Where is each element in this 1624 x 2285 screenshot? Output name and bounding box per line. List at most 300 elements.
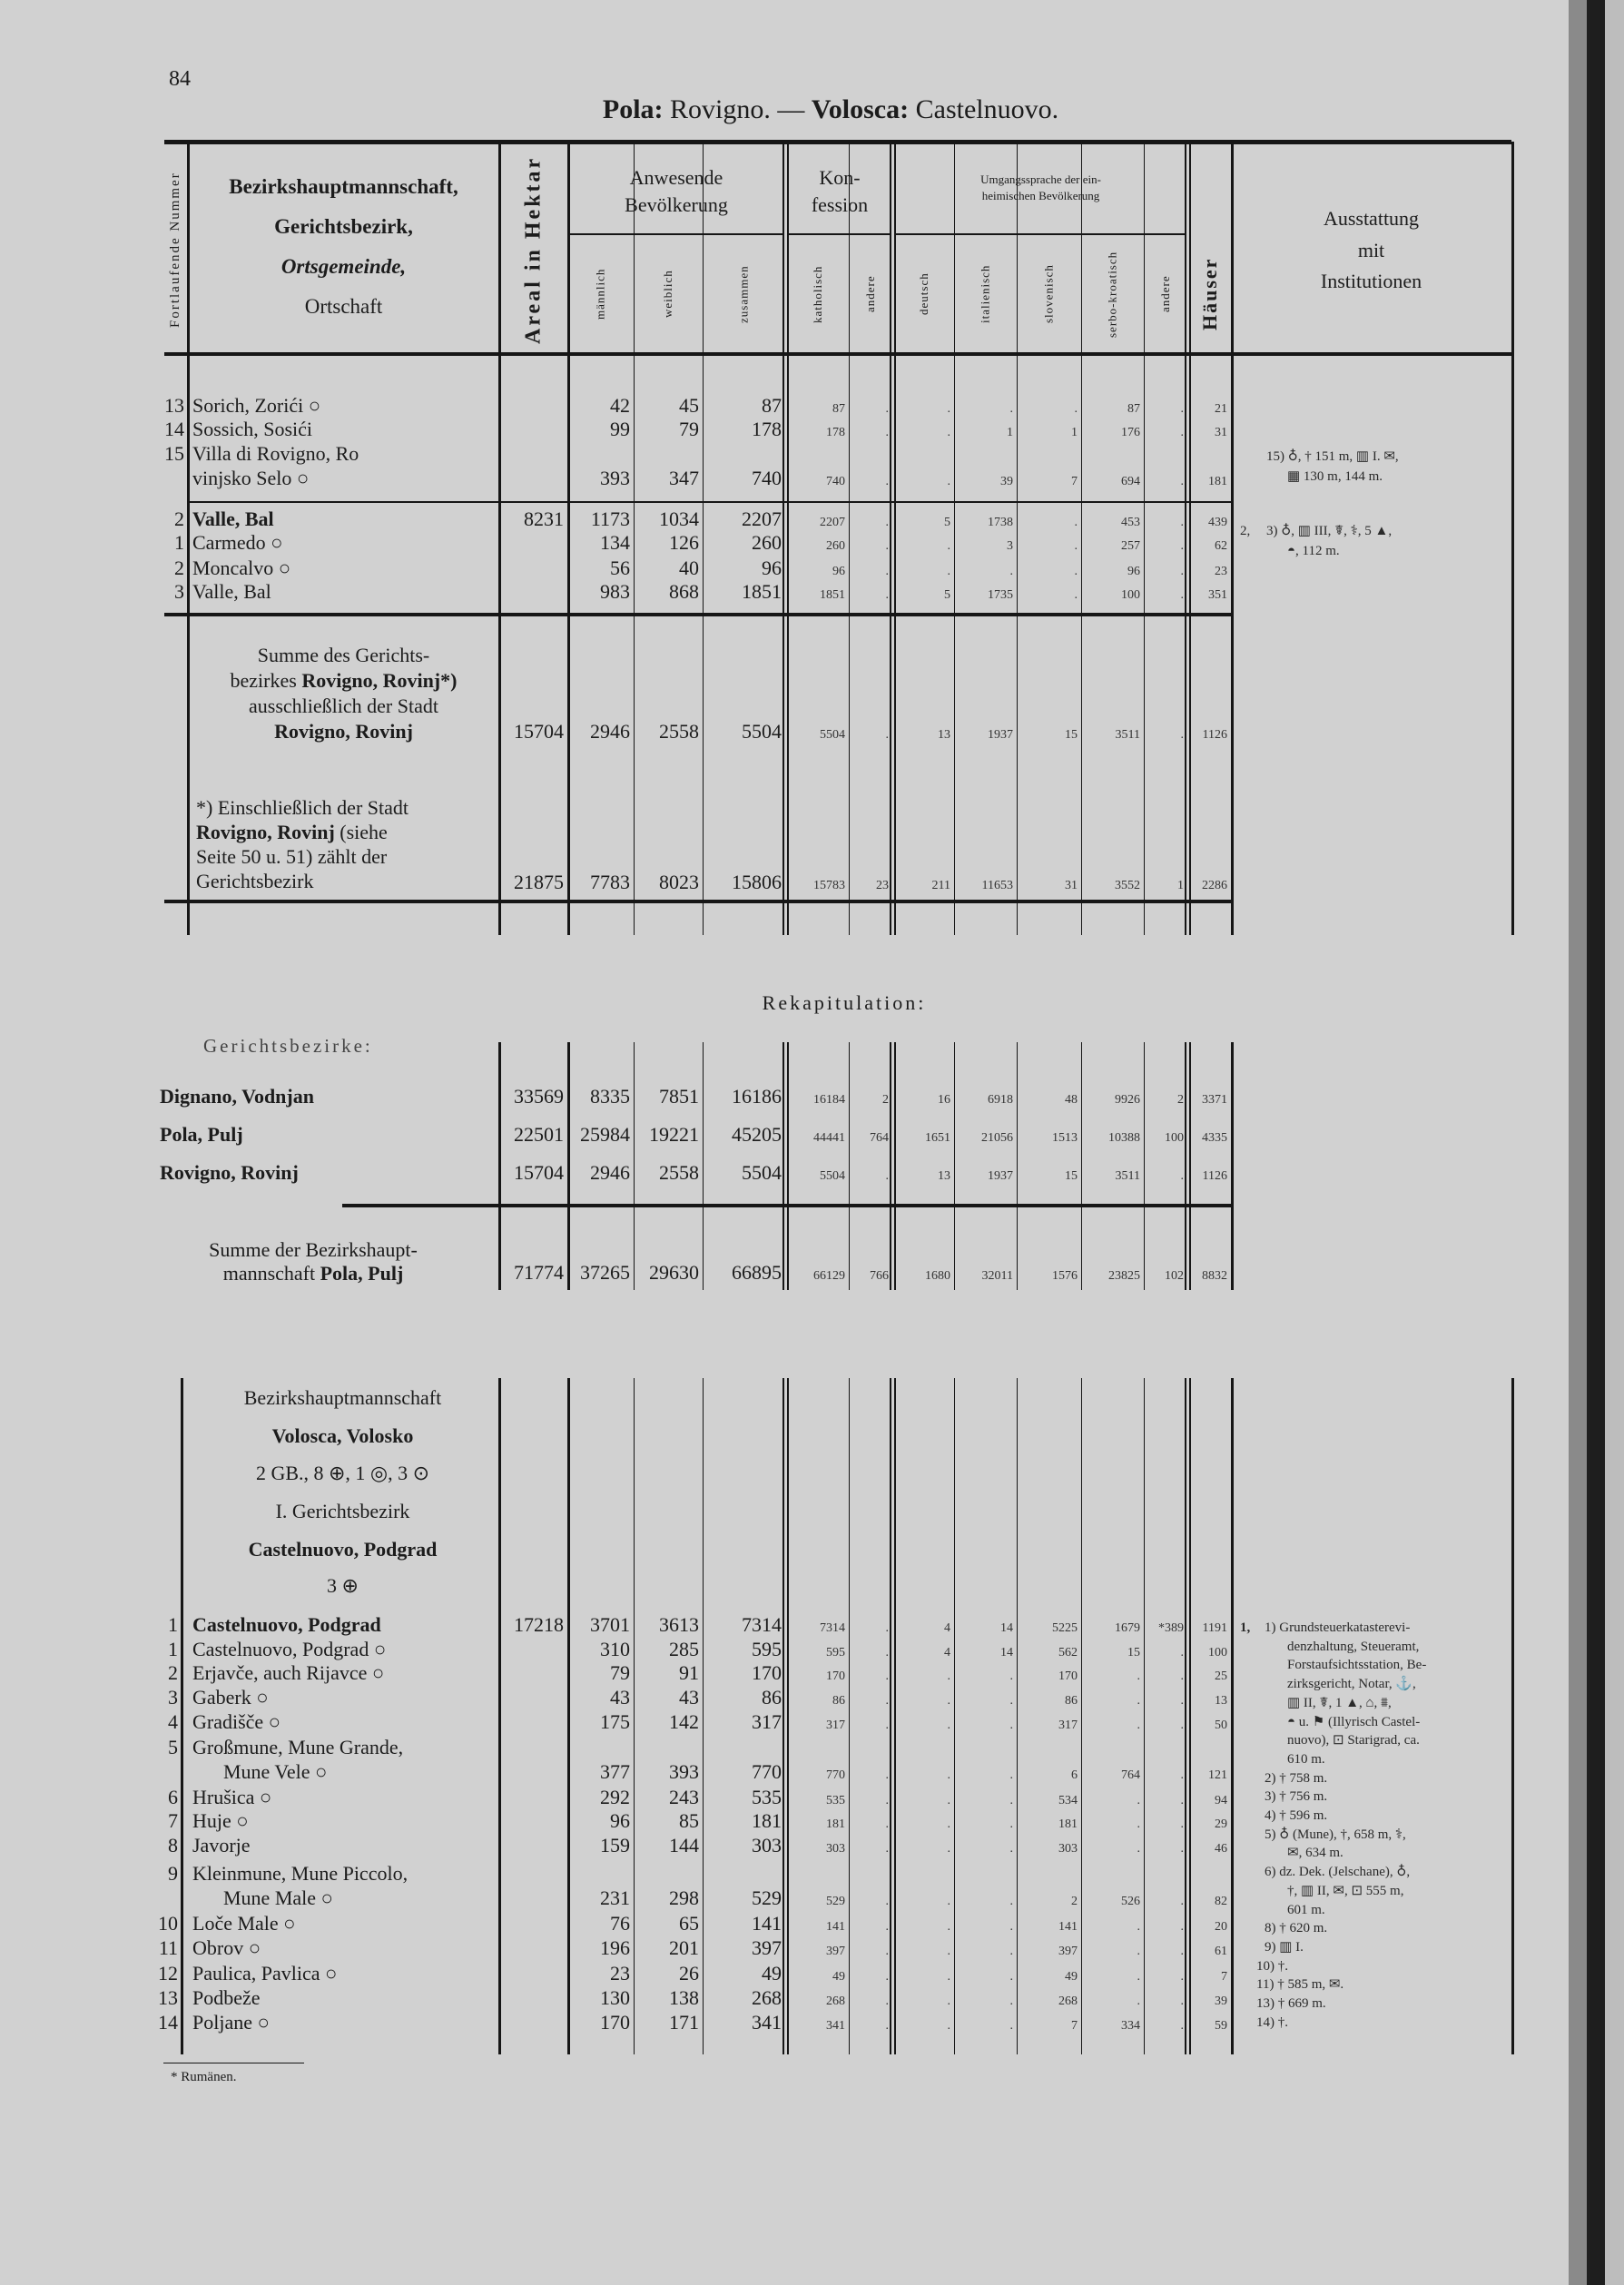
cell-slovenisch: 170 xyxy=(1058,1669,1078,1683)
cell-haeuser: 13 xyxy=(1215,1694,1227,1708)
place-name: Castelnuovo, Podgrad ○ xyxy=(192,1638,387,1660)
header-subcolumn: männlich xyxy=(593,268,607,320)
row-number: 10 xyxy=(158,1912,178,1935)
footnote-rumaenen: * Rumänen. xyxy=(171,2070,237,2084)
place-name: Großmune, Mune Grande, xyxy=(192,1736,404,1758)
cell-serbo-kroatisch: 453 xyxy=(1121,516,1140,529)
place-name: Paulica, Pavlica ○ xyxy=(192,1962,338,1985)
cell-konf-andere: . xyxy=(885,1794,889,1807)
cell-deutsch: . xyxy=(947,1994,950,2008)
header-ausstattung: Institutionen xyxy=(1320,270,1422,292)
place-name: Gradišče ○ xyxy=(192,1710,281,1733)
column-rule xyxy=(782,1378,784,2054)
cell-maennlich: 310 xyxy=(600,1638,630,1660)
recap-title: Rekapitulation: xyxy=(762,991,927,1014)
cell-weiblich: 868 xyxy=(669,580,699,603)
sum-label-line xyxy=(189,669,498,693)
cell-weiblich: 65 xyxy=(679,1912,699,1935)
cell-zusammen: 45205 xyxy=(732,1123,782,1146)
cell-deutsch: . xyxy=(947,1669,950,1683)
cell-katholisch: 16184 xyxy=(813,1093,845,1107)
cell-deutsch: . xyxy=(947,1694,950,1708)
cell-weiblich: 347 xyxy=(669,467,699,489)
cell-katholisch: 260 xyxy=(826,539,845,553)
cell-sprache-andere: . xyxy=(1180,1669,1184,1683)
cell-deutsch: . xyxy=(947,1817,950,1831)
cell-slovenisch: 7 xyxy=(1071,2019,1078,2033)
header-haeuser: Häuser xyxy=(1198,257,1221,331)
cell-areal: 8231 xyxy=(524,507,564,530)
cell-deutsch: 13 xyxy=(938,1169,950,1183)
remark-line: ✉, 634 m. xyxy=(1287,1846,1343,1861)
cell-serbo-kroatisch: 3511 xyxy=(1115,728,1140,742)
cell-haeuser: 46 xyxy=(1215,1842,1227,1856)
cell-weiblich: 8023 xyxy=(659,871,699,893)
cell-serbo-kroatisch: 87 xyxy=(1127,402,1140,416)
footnote-line xyxy=(196,870,314,893)
page-number: 84 xyxy=(169,67,191,91)
cell-weiblich: 285 xyxy=(669,1638,699,1660)
cell-italienisch: . xyxy=(1009,1669,1013,1683)
cell-haeuser: 100 xyxy=(1208,1646,1227,1660)
cell-serbo-kroatisch: 100 xyxy=(1121,588,1140,602)
cell-maennlich: 196 xyxy=(600,1936,630,1959)
label-segment: Summe der Bezirkshaupt- xyxy=(209,1238,418,1261)
place-name: Poljane ○ xyxy=(192,2011,270,2034)
cell-haeuser: 94 xyxy=(1215,1794,1227,1807)
remark-line: †, ▥ II, ✉, ⊡ 555 m, xyxy=(1287,1883,1404,1898)
label-segment: mannschaft xyxy=(222,1262,320,1285)
cell-italienisch: . xyxy=(1009,1920,1013,1934)
cell-konf-andere: . xyxy=(885,475,889,488)
row-number: 15 xyxy=(164,442,184,465)
remark-line: denzhaltung, Steueramt, xyxy=(1287,1639,1420,1654)
cell-deutsch: . xyxy=(947,539,950,553)
cell-serbo-kroatisch: 1679 xyxy=(1115,1621,1140,1635)
cell-italienisch: 1937 xyxy=(988,728,1013,742)
remark-line: nuovo), ⊡ Starigrad, ca. xyxy=(1287,1733,1420,1748)
cell-italienisch: 1738 xyxy=(988,516,1013,529)
cell-konf-andere: . xyxy=(885,1694,889,1708)
cell-haeuser: 62 xyxy=(1215,539,1227,553)
rule xyxy=(164,352,1511,356)
cell-weiblich: 29630 xyxy=(649,1261,699,1284)
row-number: 13 xyxy=(158,1986,178,2009)
title-segment: Castelnuovo. xyxy=(909,94,1059,124)
cell-zusammen: 5504 xyxy=(742,1161,782,1184)
column-rule xyxy=(890,1042,891,1290)
cell-deutsch: 4 xyxy=(944,1621,950,1635)
column-rule xyxy=(1231,1378,1234,2054)
cell-weiblich: 298 xyxy=(669,1886,699,1909)
header-subcolumn: deutsch xyxy=(917,272,930,316)
cell-maennlich: 134 xyxy=(600,531,630,554)
cell-areal: 33569 xyxy=(514,1085,564,1108)
cell-haeuser: 82 xyxy=(1215,1895,1227,1908)
cell-konf-andere: 2 xyxy=(882,1093,889,1107)
cell-deutsch: . xyxy=(947,1719,950,1732)
header-name-line: Bezirkshauptmannschaft, xyxy=(229,175,458,198)
cell-italienisch: 32011 xyxy=(981,1269,1013,1283)
place-name: Mune Male ○ xyxy=(223,1886,333,1909)
cell-zusammen: 740 xyxy=(752,467,782,489)
footnote-line xyxy=(196,796,408,820)
cell-katholisch: 397 xyxy=(826,1945,845,1958)
cell-sprache-andere: . xyxy=(1180,1169,1184,1183)
label-segment: ausschließlich der Stadt xyxy=(249,694,438,717)
cell-italienisch: 11653 xyxy=(981,879,1013,892)
cell-maennlich: 393 xyxy=(600,467,630,489)
cell-konf-andere: 23 xyxy=(876,879,889,892)
cell-italienisch: 39 xyxy=(1000,475,1013,488)
label-segment: Seite 50 u. 51) zählt der xyxy=(196,845,388,868)
row-number: 2 xyxy=(174,556,184,579)
cell-katholisch: 15783 xyxy=(813,879,845,892)
cell-sprache-andere: 1 xyxy=(1177,879,1184,892)
cell-konf-andere: . xyxy=(885,2019,889,2033)
cell-katholisch: 141 xyxy=(826,1920,845,1934)
cell-weiblich: 7851 xyxy=(659,1085,699,1108)
cell-sprache-andere: . xyxy=(1180,565,1184,578)
cell-katholisch: 535 xyxy=(826,1794,845,1807)
cell-zusammen: 268 xyxy=(752,1986,782,2009)
cell-maennlich: 25984 xyxy=(580,1123,630,1146)
label-segment: bezirkes xyxy=(230,669,302,692)
remark-line: 11) † 585 m, ✉. xyxy=(1256,1977,1344,1993)
place-name: Erjavče, auch Rijavce ○ xyxy=(192,1661,385,1684)
title-segment: Pola: xyxy=(602,94,664,124)
cell-haeuser: 29 xyxy=(1215,1817,1227,1831)
cell-deutsch: 16 xyxy=(938,1093,950,1107)
cell-maennlich: 2946 xyxy=(590,1161,630,1184)
page-title xyxy=(0,94,1624,125)
cell-sprache-andere: . xyxy=(1180,539,1184,553)
remark-line: 2) † 758 m. xyxy=(1265,1770,1328,1786)
cell-italienisch: . xyxy=(1009,1970,1013,1984)
cell-italienisch: 14 xyxy=(1000,1646,1013,1660)
cell-sprache-andere: . xyxy=(1180,402,1184,416)
header-population-group: Bevölkerung xyxy=(625,193,728,216)
remark-line: ◓ u. ⚑ (Illyrisch Castel- xyxy=(1287,1714,1421,1729)
cell-haeuser: 3371 xyxy=(1202,1093,1227,1107)
cell-serbo-kroatisch: 15 xyxy=(1127,1646,1140,1660)
cell-konf-andere: . xyxy=(885,1920,889,1934)
cell-konf-andere: . xyxy=(885,1842,889,1856)
cell-deutsch: . xyxy=(947,1920,950,1934)
cell-haeuser: 2286 xyxy=(1202,879,1227,892)
cell-maennlich: 983 xyxy=(600,580,630,603)
remark-line: 13) † 669 m. xyxy=(1256,1996,1326,2011)
cell-serbo-kroatisch: . xyxy=(1137,1794,1140,1807)
remark-line: ▦ 130 m, 144 m. xyxy=(1287,469,1383,484)
cell-zusammen: 595 xyxy=(752,1638,782,1660)
remark-line: Forstaufsichtsstation, Be- xyxy=(1287,1658,1427,1673)
cell-haeuser: 61 xyxy=(1215,1945,1227,1958)
rule xyxy=(342,1204,1231,1207)
row-number: 6 xyxy=(168,1786,178,1808)
row-number: 12 xyxy=(158,1962,178,1985)
cell-slovenisch: 1576 xyxy=(1052,1269,1078,1283)
cell-italienisch: . xyxy=(1009,1945,1013,1958)
cell-sprache-andere: 2 xyxy=(1177,1093,1184,1107)
scan-shadow xyxy=(1569,0,1587,2285)
cell-zusammen: 260 xyxy=(752,531,782,554)
cell-serbo-kroatisch: 176 xyxy=(1121,426,1140,439)
cell-katholisch: 341 xyxy=(826,2019,845,2033)
place-name: Sorich, Zorići ○ xyxy=(192,394,320,417)
cell-serbo-kroatisch: 23825 xyxy=(1108,1269,1140,1283)
remark-line: 4) † 596 m. xyxy=(1265,1808,1328,1823)
place-name: Sossich, Sosići xyxy=(192,418,313,440)
remark-line: zirksgericht, Notar, ⚓, xyxy=(1287,1677,1416,1692)
volosca-heading-line: I. Gerichtsbezirk xyxy=(275,1500,410,1522)
remark-line: 601 m. xyxy=(1287,1902,1325,1917)
place-name: Moncalvo ○ xyxy=(192,556,290,579)
cell-italienisch: 1937 xyxy=(988,1169,1013,1183)
cell-slovenisch: 303 xyxy=(1058,1842,1078,1856)
cell-areal: 15704 xyxy=(514,1161,564,1184)
cell-slovenisch: 6 xyxy=(1071,1768,1078,1782)
label-segment: Gerichtsbezirk xyxy=(196,870,314,892)
cell-sprache-andere: . xyxy=(1180,1994,1184,2008)
cell-serbo-kroatisch: . xyxy=(1137,1669,1140,1683)
cell-weiblich: 3613 xyxy=(659,1613,699,1636)
cell-deutsch: 1680 xyxy=(925,1269,950,1283)
cell-serbo-kroatisch: 764 xyxy=(1121,1768,1140,1782)
cell-slovenisch: 534 xyxy=(1058,1794,1078,1807)
cell-sprache-andere: . xyxy=(1180,1817,1184,1831)
volosca-heading-line: 3 ⊕ xyxy=(327,1574,359,1597)
place-name: Hrušica ○ xyxy=(192,1786,272,1808)
cell-zusammen: 178 xyxy=(752,418,782,440)
header-ausstattung: mit xyxy=(1357,239,1385,261)
cell-slovenisch: 562 xyxy=(1058,1646,1078,1660)
cell-sprache-andere: . xyxy=(1180,426,1184,439)
cell-zusammen: 16186 xyxy=(732,1085,782,1108)
cell-weiblich: 40 xyxy=(679,556,699,579)
volosca-heading-line: Bezirkshauptmannschaft xyxy=(243,1386,442,1409)
label-segment: Summe des Gerichts- xyxy=(257,644,430,666)
cell-sprache-andere: . xyxy=(1180,1970,1184,1984)
cell-serbo-kroatisch: . xyxy=(1137,1719,1140,1732)
cell-slovenisch: 15 xyxy=(1065,1169,1078,1183)
cell-katholisch: 7314 xyxy=(820,1621,845,1635)
cell-katholisch: 529 xyxy=(826,1895,845,1908)
cell-italienisch: 6918 xyxy=(988,1093,1013,1107)
remark-line: 8) † 620 m. xyxy=(1265,1921,1328,1936)
column-rule xyxy=(890,1378,891,2054)
label-segment: Rovigno, Rovinj xyxy=(274,720,413,743)
cell-katholisch: 170 xyxy=(826,1669,845,1683)
cell-areal: 22501 xyxy=(514,1123,564,1146)
remark-line: ▥ II, ☤, 1 ▲, ⌂, ⩩, xyxy=(1287,1695,1392,1710)
cell-katholisch: 181 xyxy=(826,1817,845,1831)
row-number: 1 xyxy=(168,1638,178,1660)
cell-italienisch: 3 xyxy=(1007,539,1013,553)
scan-edge xyxy=(1587,0,1605,2285)
column-rule xyxy=(1511,142,1514,935)
cell-italienisch: . xyxy=(1009,1842,1013,1856)
cell-konf-andere: . xyxy=(885,565,889,578)
cell-konf-andere: . xyxy=(885,1768,889,1782)
cell-serbo-kroatisch: . xyxy=(1137,1994,1140,2008)
row-number: 1 xyxy=(168,1613,178,1636)
row-number: 9 xyxy=(168,1862,178,1885)
cell-italienisch: . xyxy=(1009,1895,1013,1908)
row-number: 2 xyxy=(174,507,184,530)
row-number: 8 xyxy=(168,1834,178,1857)
remark-line: 610 m. xyxy=(1287,1751,1325,1767)
footnote-line xyxy=(196,821,388,844)
cell-italienisch: . xyxy=(1009,1719,1013,1732)
cell-maennlich: 56 xyxy=(610,556,630,579)
cell-konf-andere: . xyxy=(885,1994,889,2008)
cell-serbo-kroatisch: 96 xyxy=(1127,565,1140,578)
row-number: 1 xyxy=(174,531,184,554)
cell-deutsch: . xyxy=(947,1970,950,1984)
cell-sprache-andere: . xyxy=(1180,475,1184,488)
column-rule xyxy=(1185,1378,1186,2054)
cell-haeuser: 4335 xyxy=(1202,1131,1227,1145)
row-number: 7 xyxy=(168,1809,178,1832)
cell-serbo-kroatisch: 10388 xyxy=(1108,1131,1140,1145)
cell-serbo-kroatisch: 257 xyxy=(1121,539,1140,553)
cell-haeuser: 1191 xyxy=(1202,1621,1227,1635)
remark-line: 5) ♁ (Mune), †, 658 m, ⚕, xyxy=(1265,1827,1406,1842)
cell-zusammen: 2207 xyxy=(742,507,782,530)
cell-slovenisch: 317 xyxy=(1058,1719,1078,1732)
header-areal: Areal in Hektar xyxy=(521,155,546,344)
cell-maennlich: 43 xyxy=(610,1686,630,1709)
header-name-line: Ortsgemeinde, xyxy=(281,255,407,278)
sum-label-line xyxy=(189,720,498,744)
cell-sprache-andere: . xyxy=(1180,1794,1184,1807)
cell-serbo-kroatisch: 3552 xyxy=(1115,879,1140,892)
cell-haeuser: 1126 xyxy=(1202,728,1227,742)
cell-deutsch: 5 xyxy=(944,588,950,602)
cell-maennlich: 8335 xyxy=(590,1085,630,1108)
row-number: 4 xyxy=(168,1710,178,1733)
place-name: Carmedo ○ xyxy=(192,531,283,554)
cell-weiblich: 26 xyxy=(679,1962,699,1985)
cell-konf-andere: . xyxy=(885,539,889,553)
header-subcolumn: katholisch xyxy=(811,265,824,323)
cell-deutsch: 4 xyxy=(944,1646,950,1660)
cell-zusammen: 87 xyxy=(762,394,782,417)
rule xyxy=(789,233,890,235)
cell-serbo-kroatisch: . xyxy=(1137,1694,1140,1708)
cell-italienisch: 1 xyxy=(1007,426,1013,439)
rule xyxy=(164,613,1231,616)
cell-maennlich: 7783 xyxy=(590,871,630,893)
label-segment: Rovigno, Rovinj xyxy=(196,821,335,843)
label-segment: *) Einschließlich der Stadt xyxy=(196,796,408,819)
cell-haeuser: 351 xyxy=(1208,588,1227,602)
cell-maennlich: 130 xyxy=(600,1986,630,2009)
cell-maennlich: 37265 xyxy=(580,1261,630,1284)
cell-weiblich: 79 xyxy=(679,418,699,440)
label-segment: Pola, Pulj xyxy=(320,1262,404,1285)
cell-haeuser: 121 xyxy=(1208,1768,1227,1782)
cell-konf-andere: 764 xyxy=(870,1131,889,1145)
cell-slovenisch: 86 xyxy=(1065,1694,1078,1708)
place-name: Valle, Bal xyxy=(192,580,271,603)
cell-maennlich: 99 xyxy=(610,418,630,440)
cell-serbo-kroatisch: . xyxy=(1137,1842,1140,1856)
cell-weiblich: 144 xyxy=(669,1834,699,1857)
cell-maennlich: 42 xyxy=(610,394,630,417)
cell-weiblich: 138 xyxy=(669,1986,699,2009)
cell-haeuser: 1126 xyxy=(1202,1169,1227,1183)
header-subcolumn: slovenisch xyxy=(1041,264,1056,324)
cell-weiblich: 243 xyxy=(669,1786,699,1808)
cell-serbo-kroatisch: 694 xyxy=(1121,475,1140,488)
cell-deutsch: . xyxy=(947,565,950,578)
header-subcolumn: zusammen xyxy=(736,265,751,323)
cell-sprache-andere: . xyxy=(1180,516,1184,529)
cell-konf-andere: . xyxy=(885,1169,889,1183)
column-rule xyxy=(1511,1378,1514,2054)
cell-konf-andere: . xyxy=(885,588,889,602)
recap-row-name: Rovigno, Rovinj xyxy=(160,1161,299,1184)
place-name: Huje ○ xyxy=(192,1809,249,1832)
cell-deutsch: . xyxy=(947,402,950,416)
cell-sprache-andere: . xyxy=(1180,1694,1184,1708)
place-name: Podbeže xyxy=(192,1986,261,2009)
cell-zusammen: 66895 xyxy=(732,1261,782,1284)
recap-sum-label xyxy=(163,1262,463,1285)
cell-zusammen: 96 xyxy=(762,556,782,579)
cell-deutsch: . xyxy=(947,1842,950,1856)
cell-deutsch: . xyxy=(947,1945,950,1958)
sum-label-line xyxy=(189,694,498,718)
cell-haeuser: 50 xyxy=(1215,1719,1227,1732)
cell-haeuser: 8832 xyxy=(1202,1269,1227,1283)
cell-zusammen: 303 xyxy=(752,1834,782,1857)
row-number: 14 xyxy=(158,2011,178,2034)
row-number: 14 xyxy=(164,418,184,440)
remark-line: 14) †. xyxy=(1256,2014,1288,2030)
cell-deutsch: 211 xyxy=(931,879,950,892)
cell-zusammen: 1851 xyxy=(742,580,782,603)
cell-konf-andere: . xyxy=(885,1719,889,1732)
remark-line: 9) ▥ I. xyxy=(1265,1939,1304,1955)
cell-katholisch: 49 xyxy=(832,1970,845,1984)
cell-sprache-andere: . xyxy=(1180,1646,1184,1660)
column-rule xyxy=(498,1378,501,2054)
cell-italienisch: . xyxy=(1009,565,1013,578)
cell-areal: 21875 xyxy=(514,871,564,893)
cell-konf-andere: . xyxy=(885,402,889,416)
cell-haeuser: 25 xyxy=(1215,1669,1227,1683)
volosca-heading-line: 2 GB., 8 ⊕, 1 ◎, 3 ⊙ xyxy=(255,1462,430,1484)
cell-zusammen: 15806 xyxy=(732,871,782,893)
rule xyxy=(189,501,1231,503)
cell-deutsch: 5 xyxy=(944,516,950,529)
place-name: Javorje xyxy=(192,1834,251,1857)
cell-serbo-kroatisch: . xyxy=(1137,1970,1140,1984)
cell-konf-andere: . xyxy=(885,1895,889,1908)
cell-sprache-andere: . xyxy=(1180,1920,1184,1934)
cell-katholisch: 740 xyxy=(826,475,845,488)
cell-zusammen: 170 xyxy=(752,1661,782,1684)
cell-areal: 15704 xyxy=(514,720,564,743)
cell-deutsch: . xyxy=(947,2019,950,2033)
remark-lead: 1, xyxy=(1240,1620,1251,1635)
cell-slovenisch: 5225 xyxy=(1052,1621,1078,1635)
cell-konf-andere: . xyxy=(885,1669,889,1683)
cell-maennlich: 292 xyxy=(600,1786,630,1808)
